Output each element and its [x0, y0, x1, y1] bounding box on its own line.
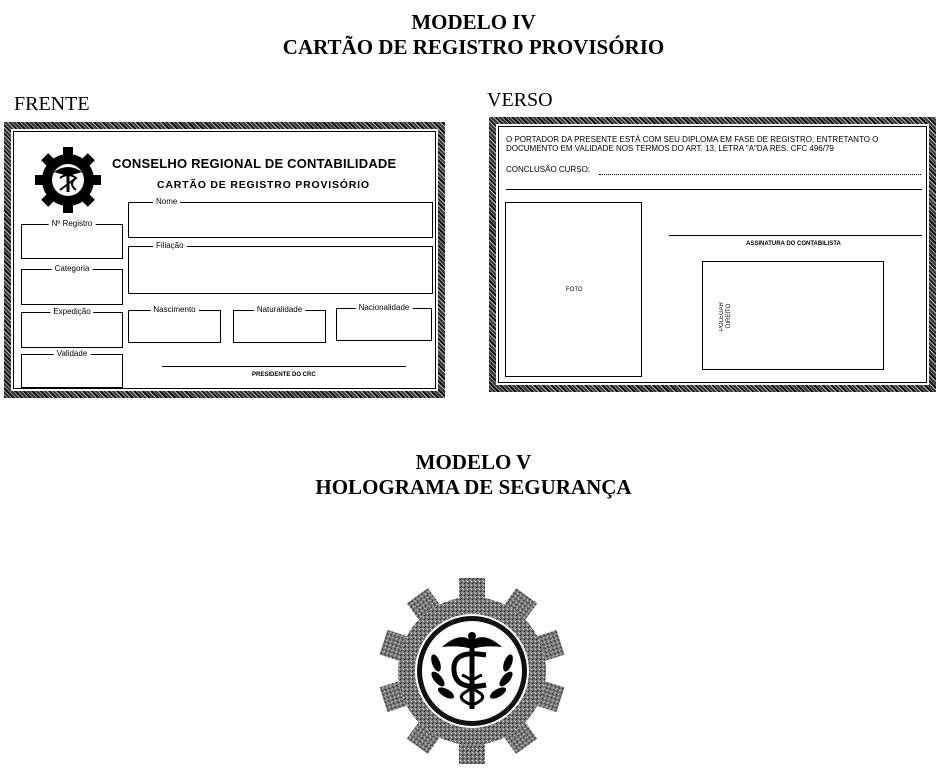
modelo-iv-title: MODELO IV	[411, 10, 536, 34]
security-hologram-emblem-icon	[377, 576, 567, 766]
thumbprint-box	[702, 261, 884, 370]
categoria-label: Categoria	[52, 263, 93, 274]
nome-label: Nome	[153, 196, 180, 207]
front-card-title: CARTÃO DE REGISTRO PROVISÓRIO	[157, 179, 370, 191]
crc-gear-logo-icon	[33, 145, 103, 215]
nacionalidade-label: Nacionalidade	[356, 302, 413, 313]
naturalidade-label: Naturalidade	[254, 304, 305, 315]
filiacao-field	[128, 241, 433, 294]
president-signature-label: PRESIDENTE DO CRC	[252, 372, 316, 378]
back-text-line2: DOCUMENTO EM VALIDADE NOS TERMOS DO ART. 13, LETRA "A"DA RES. CFC 496/79	[506, 144, 834, 153]
expedicao-field	[21, 307, 123, 348]
photo-box	[505, 202, 642, 377]
filiacao-label: Filiação	[153, 240, 187, 251]
contabilista-signature-line	[669, 235, 922, 236]
validade-label: Validade	[54, 348, 91, 359]
modelo-v-subtitle: HOLOGRAMA DE SEGURANÇA	[315, 475, 632, 499]
naturalidade-field	[233, 305, 326, 343]
conclusao-line	[599, 174, 921, 175]
front-org-name: CONSELHO REGIONAL DE CONTABILIDADE	[112, 156, 397, 171]
nascimento-field	[128, 305, 221, 343]
nascimento-label: Nascimento	[150, 304, 198, 315]
validade-field	[21, 349, 123, 388]
back-card	[489, 117, 936, 392]
polegar-label: POLEGAR DIREITO	[719, 301, 732, 331]
expedicao-label: Expedição	[50, 306, 93, 317]
registro-label: Nº Registro	[49, 218, 96, 229]
second-line	[506, 189, 922, 190]
verso-label: VERSO	[487, 89, 553, 111]
front-card	[4, 122, 445, 398]
foto-label: FOTO	[566, 287, 583, 293]
president-signature-line	[162, 366, 406, 367]
frente-label: FRENTE	[14, 93, 90, 115]
back-text-line1: O PORTADOR DA PRESENTE ESTÁ COM SEU DIPLOMA EM FASE DE REGISTRO, ENTRETANTO O	[506, 135, 879, 144]
modelo-iv-subtitle: CARTÃO DE REGISTRO PROVISÓRIO	[282, 35, 665, 59]
conclusao-label: CONCLUSÃO CURSO:	[506, 165, 591, 174]
modelo-v-title: MODELO V	[415, 450, 532, 474]
categoria-field	[21, 264, 123, 305]
nacionalidade-field	[336, 303, 432, 341]
registro-field	[21, 219, 123, 259]
nome-field	[128, 197, 433, 238]
contabilista-signature-label: ASSINATURA DO CONTABILISTA	[746, 241, 841, 247]
